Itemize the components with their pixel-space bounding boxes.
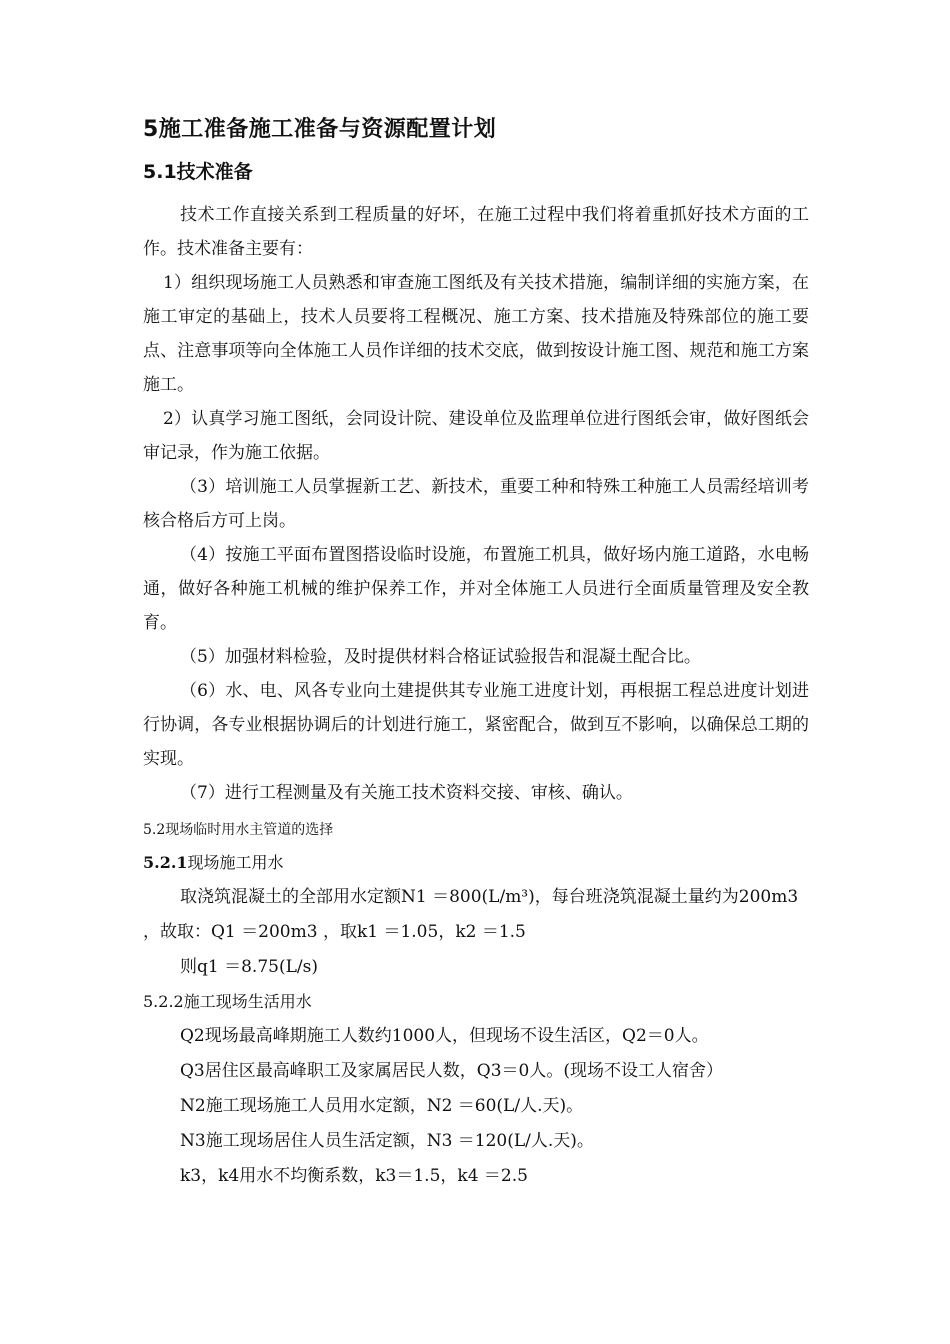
subsection-label: 现场施工用水: [187, 853, 284, 872]
water-usage-line-1: 取浇筑混凝土的全部用水定额N1 ＝800(L/m³)，每台班浇筑混凝土量约为200m3 ，故取：Q1 ＝200m3 ，取k1 ＝1.05，k2 ＝1.5: [143, 887, 799, 942]
document-body: [143, 112, 809, 1194]
living-water-line-5: k3，k4用水不均衡系数，k3＝1.5，k4 ＝2.5: [180, 1166, 528, 1186]
living-water-line-4: N3施工现场居住人员生活定额，N3 ＝120(L/人.天)。: [180, 1131, 594, 1151]
list-item-2: 2）认真学习施工图纸，会同设计院、建设单位及监理单位进行图纸会审，做好图纸会审记录，作为施工依据。: [143, 409, 809, 463]
subsection-heading-5-2-2: 5.2.2施工现场生活用水: [143, 992, 312, 1011]
list-item-4: （4）按施工平面布置图搭设临时设施，布置施工机具，做好场内施工道路，水电畅通，做好各种施工机械的维护保养工作，并对全体施工人员进行全面质量管理及安全教育。: [143, 545, 809, 633]
living-water-line-3: N2施工现场施工人员用水定额，N2 ＝60(L/人.天)。: [180, 1096, 584, 1116]
list-item-5: （5）加强材料检验，及时提供材料合格证试验报告和混凝土配合比。: [180, 647, 701, 667]
section-heading-5-1: 5.1技术准备: [143, 161, 253, 183]
living-water-line-1: Q2现场最高峰期施工人数约1000人，但现场不设生活区，Q2＝0人。: [180, 1026, 709, 1046]
list-item-3: （3）培训施工人员掌握新工艺、新技术，重要工种和特殊工种施工人员需经培训考核合格后方可上岗。: [143, 477, 809, 531]
list-item-1: 1）组织现场施工人员熟悉和审查施工图纸及有关技术措施，编制详细的实施方案，在施工审定的基础上，技术人员要将工程概况、施工方案、技术措施及特殊部位的施工要点、注意事项等向全体施工人员作详细的技术交底，做到按设计施工图、规范和施工方案施工。: [143, 273, 809, 395]
section-heading-5-2: 5.2现场临时用水主管道的选择: [143, 822, 334, 838]
subsection-heading-5-2-1: [143, 846, 809, 880]
water-usage-line-2: 则q1 ＝8.75(L/s): [180, 957, 318, 977]
list-item-7: （7）进行工程测量及有关施工技术资料交接、审核、确认。: [180, 783, 633, 803]
living-water-line-2: Q3居住区最高峰职工及家属居民人数，Q3＝0人。(现场不设工人宿舍）: [180, 1061, 723, 1081]
intro-paragraph: 技术工作直接关系到工程质量的好坏，在施工过程中我们将着重抓好技术方面的工作。技术准备主要有：: [143, 205, 809, 259]
chapter-title: 5施工准备施工准备与资源配置计划: [143, 117, 497, 142]
subsection-number: 5.2.1: [143, 853, 188, 872]
list-item-6: （6）水、电、风各专业向土建提供其专业施工进度计划，再根据工程总进度计划进行协调，各专业根据协调后的计划进行施工，紧密配合，做到互不影响，以确保总工期的实现。: [143, 681, 809, 769]
